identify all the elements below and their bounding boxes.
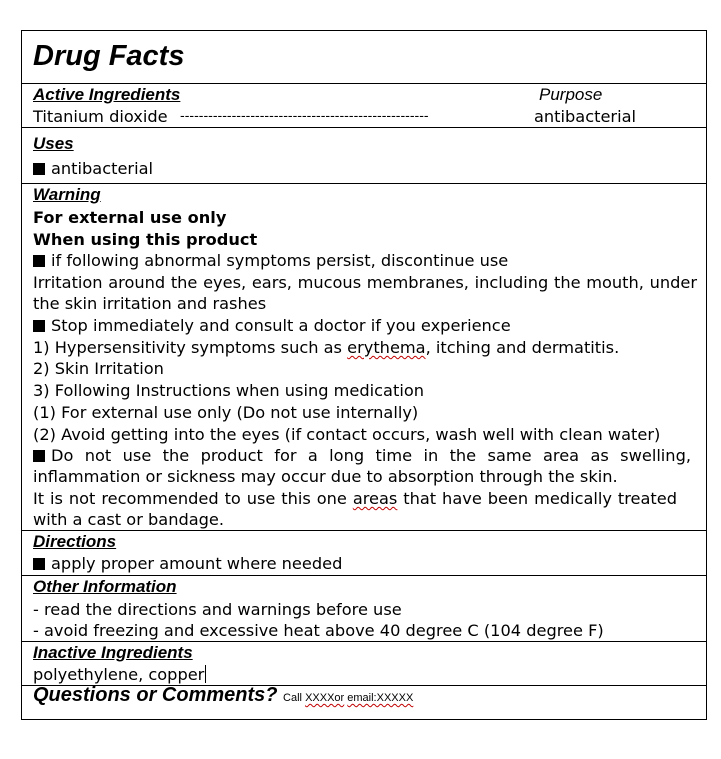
warning-bullet-2: [33, 315, 511, 336]
not-recommended-post: that have been medically treated with a cast or bandage.: [33, 489, 677, 529]
spellcheck-word: erythema: [347, 338, 426, 357]
call-pre: Call: [283, 692, 306, 704]
warning-bullet-3: [33, 445, 691, 487]
questions-label: Questions or Comments?: [33, 684, 278, 706]
other-information-section: [22, 575, 706, 642]
uses-item: [33, 158, 153, 179]
warning-item-1: [33, 337, 619, 358]
irritation-text: Irritation around the eyes, ears, mucous membranes, including the mouth, under the skin irritation and rashes: [33, 273, 697, 313]
other-information-heading: Other Information: [33, 577, 177, 596]
inactive-ingredients-section: [22, 641, 706, 686]
warning-item-1-pre: 1) Hypersensitivity symptoms such as: [33, 338, 348, 357]
active-ingredients-heading: Active Ingredients: [33, 85, 181, 104]
uses-item-text: antibacterial: [51, 159, 153, 178]
inactive-ingredients-text: polyethylene, copper: [33, 665, 205, 684]
active-ingredient-name: Titanium dioxide: [33, 107, 168, 126]
warning-section: [22, 183, 706, 531]
spellcheck-word: email:XXXXX: [347, 692, 414, 704]
bullet-square-icon: [33, 450, 45, 462]
warning-item-1-post: , itching and dermatitis.: [425, 338, 620, 357]
warning-item-2: 2) Skin Irritation: [33, 359, 164, 378]
spellcheck-word: areas: [352, 489, 398, 508]
document-title: Drug Facts: [33, 40, 185, 72]
drug-facts-label: [21, 30, 707, 720]
bullet-square-icon: [33, 320, 45, 332]
directions-heading: Directions: [33, 532, 117, 551]
warning-bullet-1: [33, 250, 508, 271]
questions-line: [33, 683, 413, 710]
active-ingredient-purpose: antibacterial: [534, 107, 636, 126]
inactive-ingredients-heading: Inactive Ingredients: [33, 643, 193, 662]
not-recommended-pre: It is not recommended to use this one: [33, 489, 353, 508]
spellcheck-word: XXXXor: [305, 692, 345, 704]
directions-item: [33, 553, 342, 574]
warning-sub-1: (1) For external use only (Do not use internally): [33, 403, 419, 422]
bullet-square-icon: [33, 558, 45, 570]
other-info-line-1: - read the directions and warnings before use: [33, 600, 402, 619]
external-use-text: For external use only: [33, 208, 227, 227]
active-ingredients-section: [22, 83, 706, 128]
uses-section: [22, 127, 706, 184]
questions-section: [22, 685, 706, 720]
directions-item-text: apply proper amount where needed: [51, 554, 343, 573]
questions-contact: [283, 692, 413, 704]
text-cursor: [205, 665, 206, 683]
leader-dashes: -----------------------------------------------------: [180, 109, 429, 124]
inactive-ingredients-value: [33, 664, 206, 685]
uses-heading: Uses: [33, 134, 74, 153]
not-recommended-text: [33, 488, 677, 530]
warning-bullet-1-text: if following abnormal symptoms persist, discontinue use: [51, 251, 509, 270]
warning-bullet-3-text: Do not use the product for a long time in the same area as swelling, inflammation or sickness may occur due to absorption through the skin.: [33, 446, 691, 486]
other-info-line-2: - avoid freezing and excessive heat above 40 degree C (104 degree F): [33, 621, 604, 640]
purpose-heading: Purpose: [539, 85, 603, 104]
when-using-text: When using this product: [33, 230, 258, 249]
warning-item-3: 3) Following Instructions when using medication: [33, 381, 424, 400]
bullet-square-icon: [33, 163, 45, 175]
warning-heading: Warning: [33, 185, 101, 204]
warning-bullet-2-text: Stop immediately and consult a doctor if you experience: [51, 316, 511, 335]
bullet-square-icon: [33, 255, 45, 267]
warning-sub-2: (2) Avoid getting into the eyes (if contact occurs, wash well with clean water): [33, 425, 661, 444]
directions-section: [22, 530, 706, 576]
